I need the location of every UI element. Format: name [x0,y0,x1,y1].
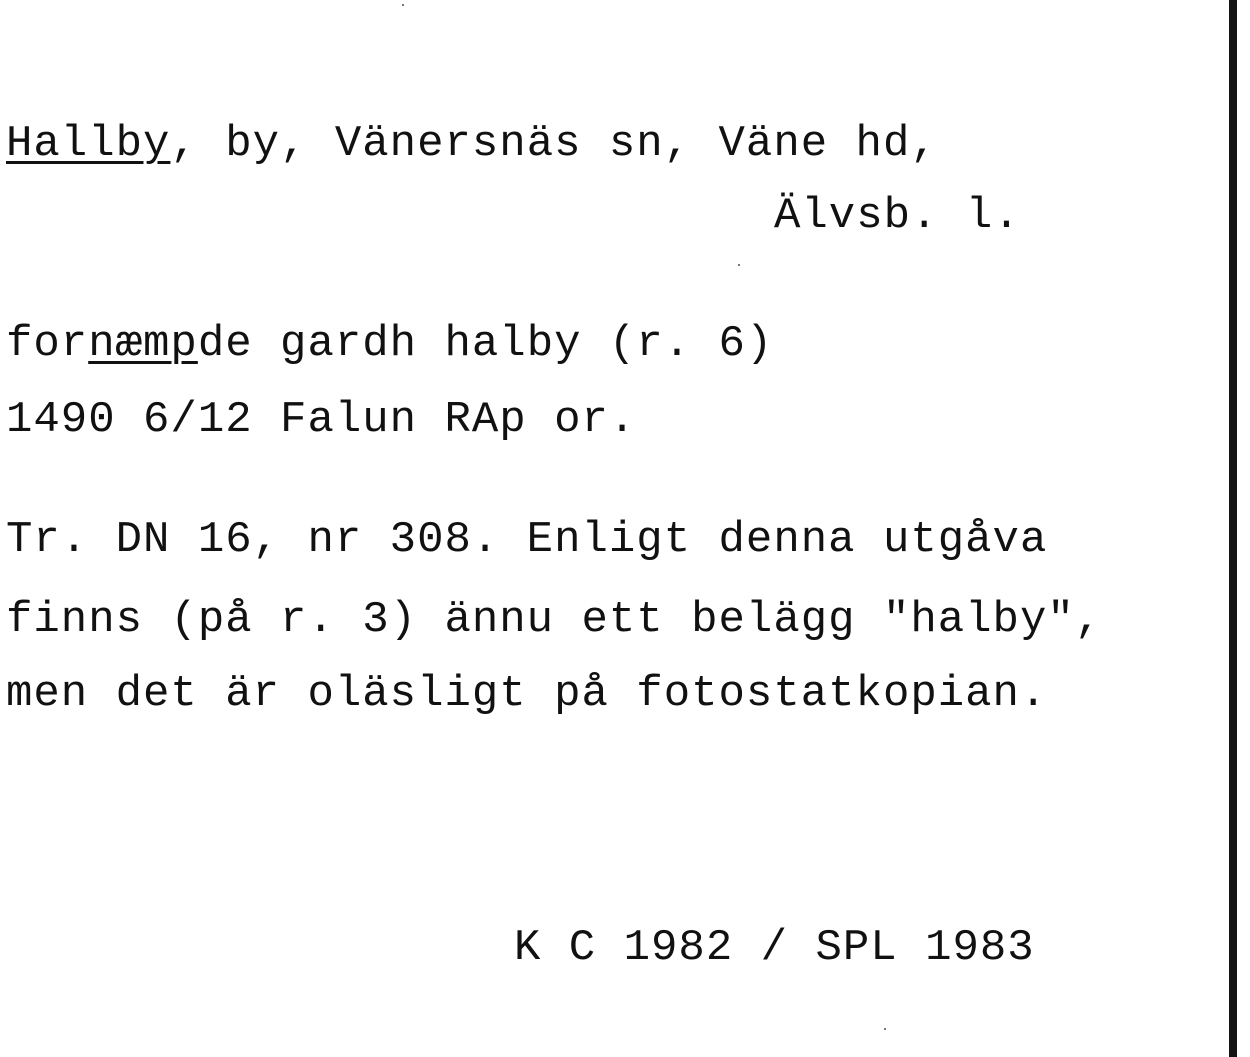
source-quote-underlined: næmp [88,319,198,369]
heading-location: , by, Vänersnäs sn, Väne hd, [170,119,938,169]
source-quote-part-2: de gardh halby (r. 6) [197,319,774,369]
note-line-2: finns (på r. 3) ännu ett belägg "halby", [6,595,1103,645]
card-heading [6,118,938,170]
note-line-3: men det är oläsligt på fotostatkopian. [6,669,1048,719]
source-quote-part-1: for [6,319,89,369]
note-line-1: Tr. DN 16, nr 308. Enligt denna utgåva [6,515,1048,565]
headword: Hallby [6,119,171,169]
scan-speck [738,264,740,266]
scan-speck [402,4,404,6]
scan-speck [884,1028,886,1030]
card-signature: K C 1982 / SPL 1983 [514,923,1035,973]
source-quote [6,318,773,370]
heading-county: Älvsb. l. [774,191,1021,241]
card-edge-border [1229,0,1237,1057]
source-reference: 1490 6/12 Falun RAp or. [6,395,637,445]
